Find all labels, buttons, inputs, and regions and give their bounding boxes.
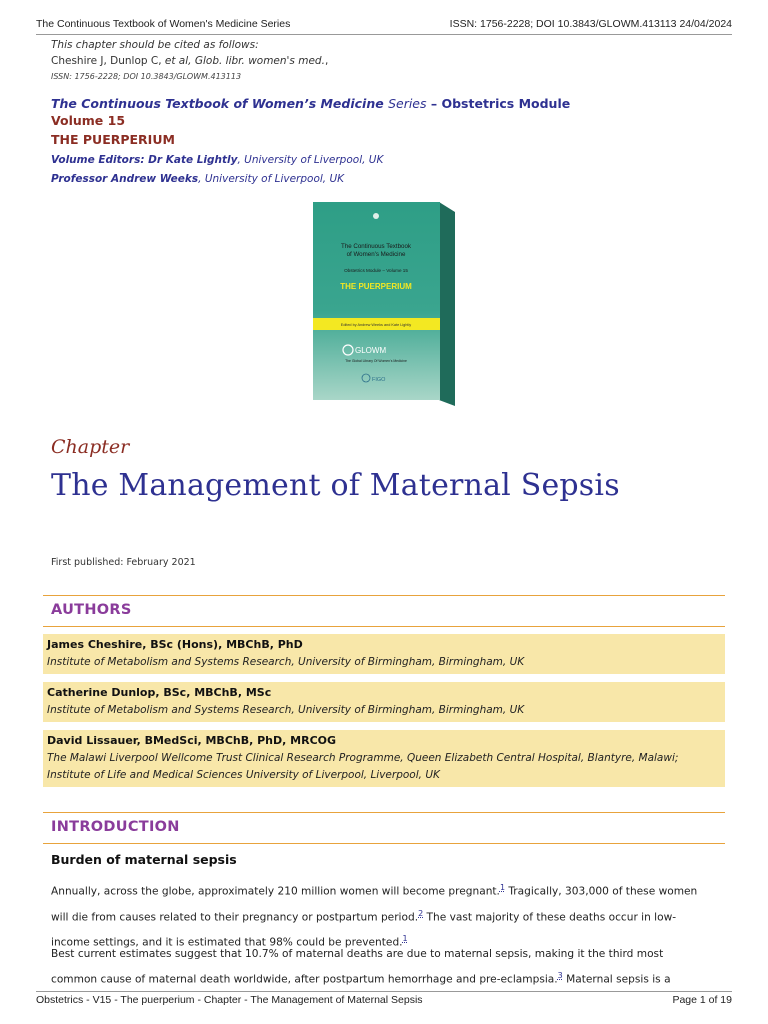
cover-title-2: of Women's Medicine [346, 251, 406, 258]
author-affiliation: Institute of Life and Medical Sciences University of Liverpool, Liverpool, UK [47, 769, 440, 781]
intro-paragraph-2 [51, 943, 723, 991]
citation-intro: This chapter should be cited as follows: [51, 39, 259, 51]
editor-1-label: Volume Editors: Dr Kate Lightly [51, 154, 238, 166]
citation-block [51, 38, 731, 84]
header-series-title: The Continuous Textbook of Women's Medicine Series [36, 18, 291, 30]
text-run: Maternal sepsis is a [562, 973, 671, 986]
authors-heading-bar [43, 595, 725, 627]
cover-emblem-icon [373, 213, 379, 219]
text-run: income settings, and it is estimated that 98% could be prevented. [51, 936, 403, 949]
running-footer [36, 991, 732, 1008]
cover-volume-title: THE PUERPERIUM [340, 282, 412, 291]
authors-heading: AUTHORS [51, 602, 132, 618]
text-run: Tragically, 303,000 of these women [505, 885, 698, 898]
reference-link[interactable]: 1 [402, 934, 408, 944]
volume-editor-2 [51, 172, 344, 186]
citation-authors: Cheshire J, Dunlop C, [51, 55, 165, 67]
citation-trail: , [324, 55, 329, 67]
running-header [36, 18, 732, 35]
series-word: Series [388, 96, 427, 111]
citation-text [51, 53, 731, 70]
text-run: will die from causes related to their pregnancy or postpartum period. [51, 911, 419, 924]
cover-brand: GLOWM [355, 346, 387, 355]
cover-partner: FIGO [372, 377, 386, 383]
reference-link[interactable]: 2 [418, 908, 424, 918]
author-affiliation: The Malawi Liverpool Wellcome Trust Clinical Research Programme, Queen Elizabeth Central Hospital, Blantyre, Malawi; [47, 752, 679, 764]
author-card [43, 634, 725, 674]
author-affiliation: Institute of Metabolism and Systems Research, University of Birmingham, Birmingham, UK [47, 656, 525, 668]
chapter-title: The Management of Maternal Sepsis [51, 468, 620, 503]
chapter-label: Chapter [51, 436, 130, 458]
section-subheading: Burden of maternal sepsis [51, 852, 237, 867]
text-run: Best current estimates suggest that 10.7% of maternal deaths are due to maternal sepsis, making it the third most [51, 948, 664, 960]
footer-page-number: Page 1 of 19 [672, 994, 732, 1006]
citation-etal: et al [164, 55, 189, 67]
book-spine [439, 202, 455, 406]
book-cover-image [313, 200, 455, 408]
book-front [313, 202, 440, 400]
author-card [43, 730, 725, 787]
series-module: – Obstetrics Module [430, 96, 571, 111]
cover-title-1: The Continuous Textbook [340, 243, 412, 250]
series-title: The Continuous Textbook of Women’s Medicine [51, 96, 384, 111]
editor-1-affil: , University of Liverpool, UK [237, 154, 384, 166]
reference-link[interactable]: 1 [499, 883, 506, 892]
editor-2-affil: , University of Liverpool, UK [198, 173, 345, 185]
author-name: David Lissauer, BMedSci, MBChB, PhD, MRCOG [47, 734, 337, 747]
citation-issn: ISSN: 1756-2228; DOI 10.3843/GLOWM.413113 [51, 72, 242, 81]
text-run: Annually, across the globe, approximately 210 million women will become pregnant. [51, 885, 500, 898]
editor-2-label: Professor Andrew Weeks [51, 173, 199, 185]
volume-number: Volume 15 [51, 113, 126, 128]
first-published: First published: February 2021 [51, 557, 196, 568]
volume-title: THE PUERPERIUM [51, 132, 175, 147]
reference-link[interactable]: 3 [557, 971, 563, 980]
header-issn-doi: ISSN: 1756-2228; DOI 10.3843/GLOWM.413113 24/04/2024 [449, 18, 732, 30]
text-run: The vast majority of these deaths occur in low- [423, 911, 677, 924]
citation-journal: , Glob. libr. women's med. [188, 55, 325, 67]
author-affiliation: Institute of Metabolism and Systems Research, University of Birmingham, Birmingham, UK [47, 704, 525, 716]
author-card [43, 682, 725, 722]
introduction-heading-bar [43, 812, 725, 844]
cover-brand-sub: The Global Library Of Women's Medicine [345, 359, 407, 363]
volume-editor-1 [51, 153, 383, 167]
author-name: Catherine Dunlop, BSc, MBChB, MSc [47, 686, 272, 699]
cover-module: Obstetrics Module – Volume 15 [344, 268, 408, 273]
footer-chapter-path: Obstetrics - V15 - The puerperium - Chapter - The Management of Maternal Sepsis [36, 994, 423, 1006]
cover-editors: Edited by Andrew Weeks and Kate Lightly [340, 323, 412, 327]
author-name: James Cheshire, BSc (Hons), MBChB, PhD [47, 638, 303, 651]
text-run: common cause of maternal death worldwide, after postpartum hemorrhage and pre-eclampsia. [51, 973, 558, 986]
introduction-heading: INTRODUCTION [51, 819, 180, 835]
series-line [51, 95, 570, 112]
